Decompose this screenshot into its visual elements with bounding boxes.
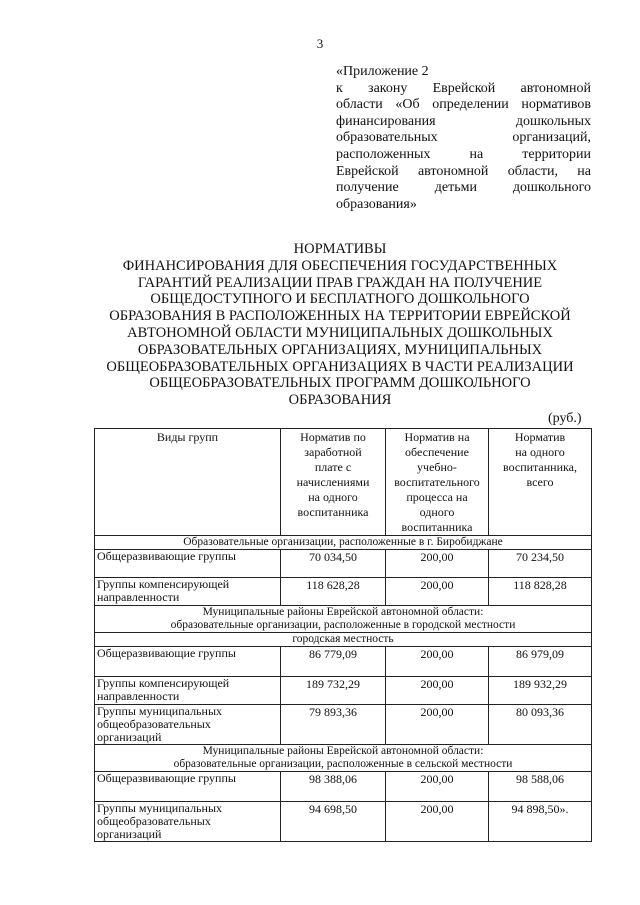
appendix-line: образования» — [336, 196, 417, 212]
norms-table — [94, 428, 592, 842]
education-cell: 200,00 — [386, 772, 489, 802]
appendix-line: финансирования дошкольных — [336, 113, 591, 129]
total-cell: 118 828,28 — [489, 578, 592, 606]
education-cell: 200,00 — [386, 578, 489, 606]
group-name-cell: Группы компенсирующей направленности — [95, 578, 281, 606]
table-row — [95, 705, 592, 745]
title-line: ГАРАНТИЙ РЕАЛИЗАЦИИ ПРАВ ГРАЖДАН НА ПОЛУЧЕНИЕ — [137, 274, 543, 291]
title-line: ОБРАЗОВАТЕЛЬНЫХ ОРГАНИЗАЦИЯХ, МУНИЦИПАЛЬНЫХ — [137, 341, 543, 358]
currency-units: (руб.) — [548, 411, 582, 426]
salary-cell: 98 388,06 — [281, 772, 386, 802]
appendix-line: получение детьми дошкольного — [336, 180, 591, 196]
title-line: ОБЩЕДОСТУПНОГО И БЕСПЛАТНОГО ДОШКОЛЬНОГО — [150, 291, 530, 308]
section-title: Муниципальные районы Еврейской автономной области: образовательные организации, расположенные в сельской местности — [95, 745, 592, 772]
title-line: АВТОНОМНОЙ ОБЛАСТИ МУНИЦИПАЛЬНЫХ ДОШКОЛЬНЫХ — [127, 324, 553, 341]
education-cell: 200,00 — [386, 550, 489, 578]
section-title: Образовательные организации, расположенные в г. Биробиджане — [95, 536, 592, 550]
header-total-norm: Норматив на одного воспитанника, всего — [489, 429, 592, 536]
table-row — [95, 578, 592, 606]
title-line: ОБЩЕОБРАЗОВАТЕЛЬНЫХ ОРГАНИЗАЦИЯХ В ЧАСТИ РЕАЛИЗАЦИИ — [106, 358, 574, 375]
total-cell: 70 234,50 — [489, 550, 592, 578]
group-name-cell: Общеразвивающие группы — [95, 772, 281, 802]
group-name-cell: Группы муниципальных общеобразовательных организаций — [95, 705, 281, 745]
header-education-norm: Норматив на обеспечение учебно- воспитательного процесса на одного воспитанника — [386, 429, 489, 536]
header-salary-norm: Норматив по заработной плате с начислениями на одного воспитанника — [281, 429, 386, 536]
table-row — [95, 802, 592, 842]
education-cell: 200,00 — [386, 705, 489, 745]
title-line: ФИНАНСИРОВАНИЯ ДЛЯ ОБЕСПЕЧЕНИЯ ГОСУДАРСТВЕННЫХ — [122, 257, 558, 274]
appendix-reference — [336, 64, 591, 213]
education-cell: 200,00 — [386, 802, 489, 842]
section-header-row — [95, 745, 592, 772]
total-cell: 80 093,36 — [489, 705, 592, 745]
section-title: Муниципальные районы Еврейской автономной области: образовательные организации, расположенные в городской местности — [95, 606, 592, 633]
section-header-row — [95, 606, 592, 633]
salary-cell: 118 628,28 — [281, 578, 386, 606]
group-name-cell: Группы муниципальных общеобразовательных организаций — [95, 802, 281, 842]
salary-cell: 70 034,50 — [281, 550, 386, 578]
header-group-type: Виды групп — [95, 429, 281, 536]
page-number: 3 — [316, 36, 324, 51]
document-title — [80, 241, 600, 409]
group-name-cell: Группы компенсирующей направленности — [95, 677, 281, 705]
appendix-line: Еврейской автономной области, на — [336, 163, 591, 179]
education-cell: 200,00 — [386, 677, 489, 705]
table-header-row — [95, 429, 592, 536]
salary-cell: 79 893,36 — [281, 705, 386, 745]
total-cell: 94 898,50». — [489, 802, 592, 842]
appendix-line: расположенных на территории — [336, 146, 591, 162]
group-name-cell: Общеразвивающие группы — [95, 550, 281, 578]
title-line: ОБЩЕОБРАЗОВАТЕЛЬНЫХ ПРОГРАММ ДОШКОЛЬНОГО — [149, 375, 531, 392]
total-cell: 98 588,06 — [489, 772, 592, 802]
salary-cell: 86 779,09 — [281, 647, 386, 677]
total-cell: 86 979,09 — [489, 647, 592, 677]
title-line: ОБРАЗОВАНИЯ — [288, 392, 392, 409]
section-subheader-row — [95, 633, 592, 647]
table-row — [95, 550, 592, 578]
title-line: ОБРАЗОВАНИЯ В РАСПОЛОЖЕННЫХ НА ТЕРРИТОРИИ ЕВРЕЙСКОЙ — [109, 308, 571, 325]
appendix-line: образовательных организаций, — [336, 130, 591, 146]
table-row — [95, 772, 592, 802]
table-row — [95, 677, 592, 705]
education-cell: 200,00 — [386, 647, 489, 677]
title-line: НОРМАТИВЫ — [293, 241, 387, 257]
total-cell: 189 932,29 — [489, 677, 592, 705]
salary-cell: 94 698,50 — [281, 802, 386, 842]
section-subtitle: городская местность — [95, 633, 592, 647]
section-header-row — [95, 536, 592, 550]
table-row — [95, 647, 592, 677]
salary-cell: 189 732,29 — [281, 677, 386, 705]
appendix-line: к закону Еврейской автономной — [336, 80, 591, 96]
appendix-line: области «Об определении нормативов — [336, 97, 591, 113]
group-name-cell: Общеразвивающие группы — [95, 647, 281, 677]
appendix-line: «Приложение 2 — [336, 64, 429, 79]
